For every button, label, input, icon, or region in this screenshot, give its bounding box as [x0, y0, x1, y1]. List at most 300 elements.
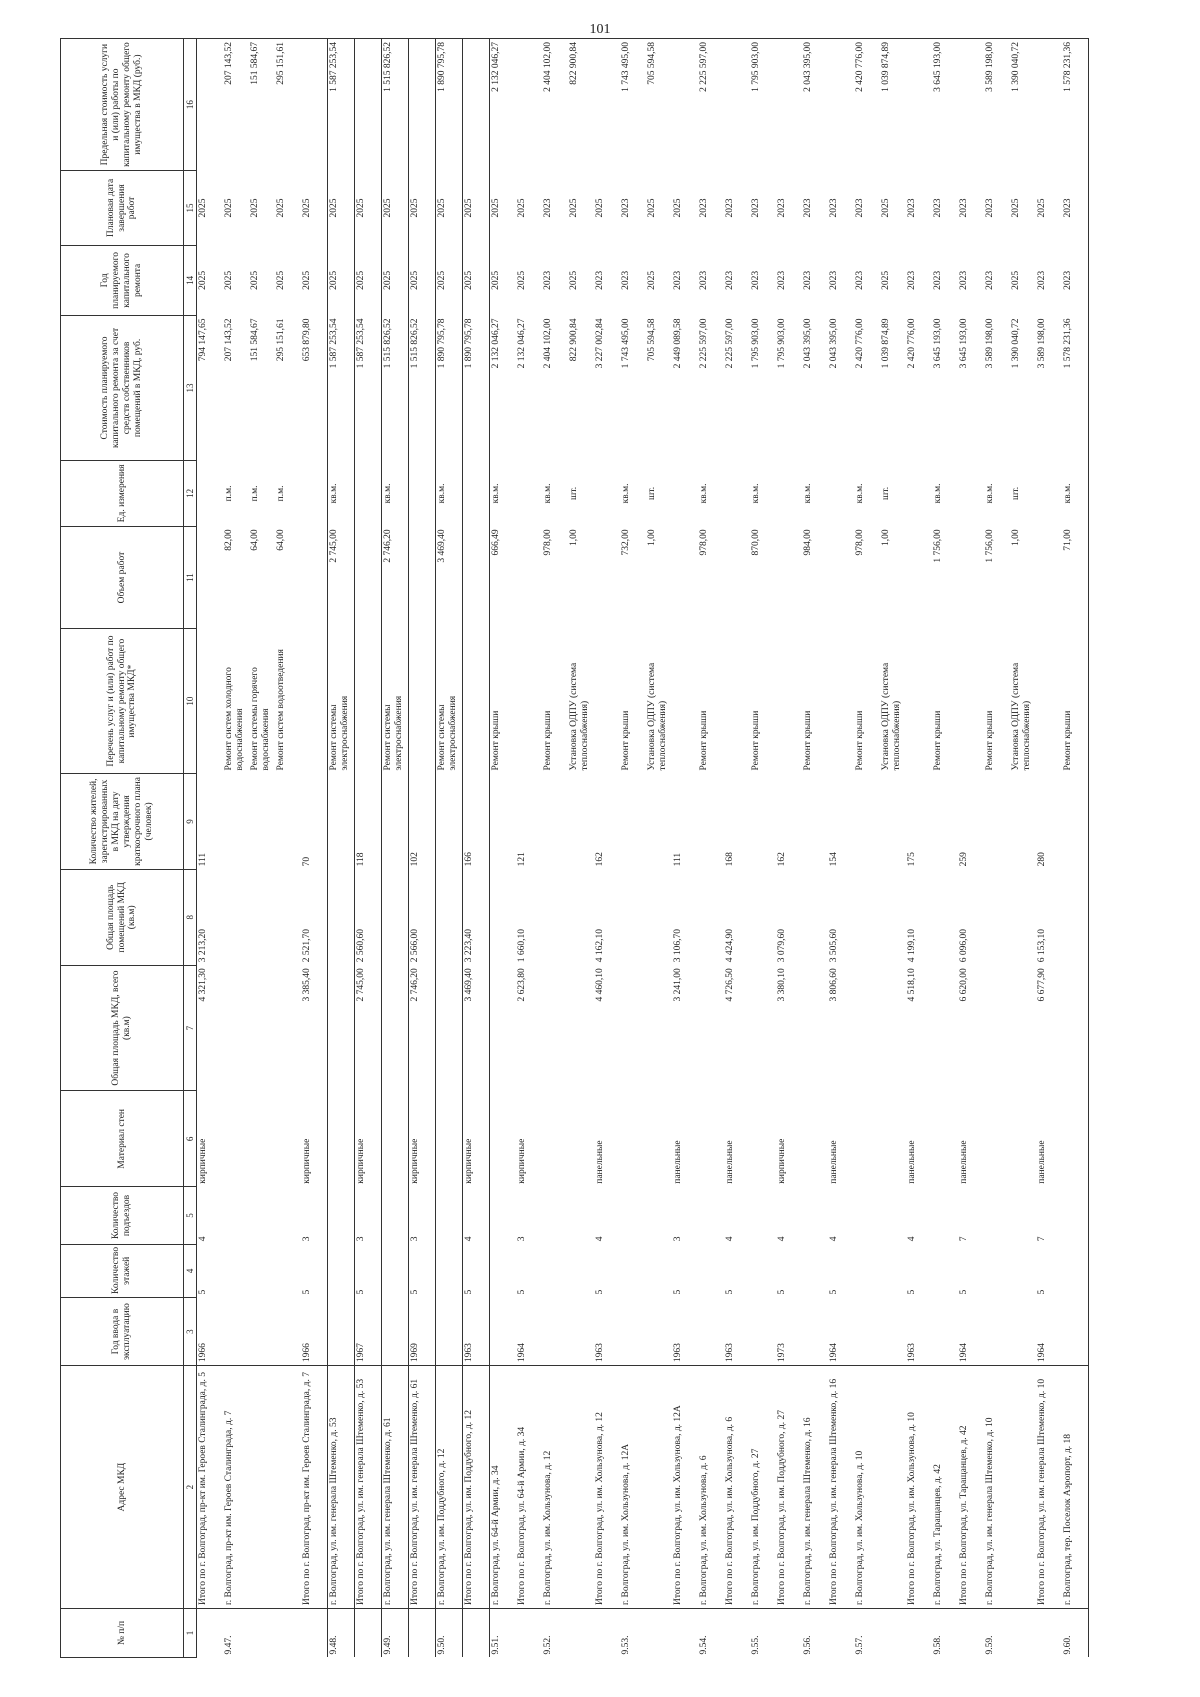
table-cell: Ремонт крыши	[621, 710, 632, 771]
table-cell: 978,00	[543, 529, 554, 556]
column-header: Количество этажей	[61, 1244, 184, 1297]
table-cell: 1964	[1037, 1343, 1048, 1363]
table-cell: г. Волгоград, пр-кт им. Героев Сталинграда, д. 7	[223, 1366, 249, 1609]
table-cell: 9.51.	[490, 1609, 517, 1658]
table-row	[984, 39, 1010, 1658]
table-cell: Ремонт крыши	[699, 710, 710, 771]
table-cell: 5	[829, 1289, 840, 1295]
table-cell	[409, 526, 436, 628]
table-cell	[646, 1609, 672, 1658]
table-cell	[542, 965, 568, 1091]
table-cell	[880, 1366, 906, 1609]
table-cell: 1 578 231,36	[1062, 39, 1089, 171]
table-cell: 151 584,67	[250, 318, 261, 362]
table-cell: 3 589 198,00	[1037, 318, 1048, 369]
table-cell	[1062, 1187, 1089, 1245]
table-cell: 2025	[569, 198, 580, 218]
table-cell	[698, 965, 724, 1091]
table-cell: Ремонт систем водоотведения	[276, 649, 287, 771]
table-cell: г. Волгоград, ул. им. генерала Штеменко, д. 61	[382, 1366, 409, 1609]
table-cell	[1036, 460, 1062, 526]
table-cell: 121	[517, 852, 528, 867]
table-cell	[1010, 1187, 1036, 1245]
table-cell	[828, 526, 854, 628]
table-cell	[275, 1091, 301, 1187]
table-cell: 1964	[517, 1343, 528, 1363]
table-cell: 1 587 253,54	[355, 316, 382, 461]
table-cell: 666,49	[491, 529, 502, 556]
table-cell: 1 743 495,00	[621, 318, 632, 369]
table-cell: 1 890 795,78	[463, 316, 490, 461]
table-cell: 207 143,52	[224, 318, 235, 362]
table-cell	[646, 1187, 672, 1245]
table-cell	[275, 1609, 301, 1658]
table-cell	[776, 460, 802, 526]
column-number: 9	[184, 774, 197, 870]
table-cell	[620, 1187, 646, 1245]
table-cell	[463, 526, 490, 628]
table-cell: 2023	[699, 198, 710, 218]
table-cell	[750, 965, 776, 1091]
table-cell	[542, 1298, 568, 1366]
table-cell	[355, 629, 382, 774]
table-cell: 2025	[569, 270, 580, 290]
column-header: Ед. измерения	[61, 460, 184, 526]
table-cell: 2 745,00	[355, 965, 382, 1091]
table-cell: Ремонт крыши	[985, 710, 996, 771]
table-cell	[542, 1091, 568, 1187]
table-cell: 2025	[673, 198, 684, 218]
table-cell: 3	[517, 1236, 528, 1242]
table-cell: 166	[463, 774, 490, 870]
table-cell	[275, 1298, 301, 1366]
table-row	[776, 39, 802, 1658]
table-cell: 1 578 231,36	[1062, 316, 1089, 461]
table-cell: 2025	[355, 245, 382, 315]
table-cell: 1 587 253,54	[328, 39, 355, 171]
table-cell	[776, 1609, 802, 1658]
table-cell: 3 806,60	[829, 968, 840, 1002]
table-cell: 5	[409, 1244, 436, 1297]
table-cell: г. Волгоград, ул. Таращанцев, д. 42	[932, 1366, 958, 1609]
column-header: Общая площадь МКД, всего (кв.м)	[61, 965, 184, 1091]
table-cell	[802, 1244, 828, 1297]
column-number: 12	[184, 460, 197, 526]
table-cell	[750, 1244, 776, 1297]
table-cell: 9.55.	[750, 1609, 776, 1658]
table-cell: 2023	[751, 270, 762, 290]
table-cell	[750, 1187, 776, 1245]
column-header: Объем работ	[61, 526, 184, 628]
table-cell: 2023	[725, 270, 736, 290]
table-cell: 2 560,60	[355, 869, 382, 965]
table-cell	[490, 774, 517, 870]
table-cell	[646, 1091, 672, 1187]
table-cell: 2023	[725, 198, 736, 218]
table-cell	[880, 1298, 906, 1366]
table-cell	[301, 526, 328, 628]
table-cell: 4	[907, 1236, 918, 1242]
table-row	[958, 39, 984, 1658]
table-cell	[382, 869, 409, 965]
table-cell: 4	[829, 1236, 840, 1242]
table-cell: 2025	[224, 198, 235, 218]
table-cell	[880, 774, 906, 870]
table-cell	[516, 39, 542, 171]
table-cell: 4 726,50	[725, 968, 736, 1002]
table-row	[223, 39, 249, 1658]
table-cell: 2025	[328, 171, 355, 246]
column-number: 13	[184, 316, 197, 461]
table-body	[197, 39, 1089, 1658]
table-cell: 2023	[855, 198, 866, 218]
table-cell	[802, 1091, 828, 1187]
table-cell: 2 623,80	[517, 968, 528, 1002]
table-cell: кирпичные	[517, 1138, 528, 1184]
table-cell: кирпичные	[463, 1091, 490, 1187]
table-cell	[490, 1091, 517, 1187]
column-header: Год планируемого капитального ремонта	[61, 245, 184, 315]
table-cell	[750, 869, 776, 965]
table-cell: панельные	[725, 1140, 736, 1184]
table-cell	[906, 629, 932, 774]
table-cell	[828, 629, 854, 774]
table-cell: 2025	[1011, 198, 1022, 218]
table-cell: 2023	[803, 270, 814, 290]
table-cell: 1 515 826,52	[409, 316, 436, 461]
table-cell: 3 645 193,00	[933, 318, 944, 369]
table-cell: 4 199,10	[907, 928, 918, 963]
table-cell: кв.м.	[933, 483, 944, 504]
table-cell	[490, 1187, 517, 1245]
table-cell: 1 587 253,54	[328, 316, 355, 461]
table-cell: 1 039 874,89	[881, 318, 892, 369]
table-cell	[672, 39, 698, 171]
table-cell: 1 795 903,00	[750, 39, 776, 171]
table-cell	[594, 39, 620, 171]
table-cell	[516, 526, 542, 628]
table-cell	[568, 965, 594, 1091]
table-cell	[275, 869, 301, 965]
table-cell	[932, 1091, 958, 1187]
table-cell	[382, 1244, 409, 1297]
table-cell	[301, 1609, 328, 1658]
table-cell: 295 151,61	[276, 318, 287, 362]
table-cell	[620, 1298, 646, 1366]
column-header: Адрес МКД	[61, 1366, 184, 1609]
table-cell: 2025	[250, 198, 261, 218]
table-cell: 162	[595, 852, 606, 867]
table-cell: п.м.	[250, 485, 261, 502]
table-cell: г. Волгоград, ул. им. генерала Штеменко, д. 10	[984, 1366, 1010, 1609]
table-cell: 9.58.	[932, 1609, 958, 1658]
table-cell	[594, 1609, 620, 1658]
table-cell	[854, 774, 880, 870]
table-cell: 9.52.	[542, 1609, 568, 1658]
table-cell	[854, 1244, 880, 1297]
table-cell: 870,00	[751, 529, 762, 556]
table-cell: 1 890 795,78	[436, 39, 463, 171]
table-cell	[249, 1298, 275, 1366]
table-cell	[958, 1609, 984, 1658]
table-cell: 4	[725, 1236, 736, 1242]
table-cell: 3	[302, 1236, 313, 1242]
table-cell: 5	[907, 1289, 918, 1295]
table-cell: 2023	[855, 270, 866, 290]
table-cell	[984, 1298, 1010, 1366]
table-cell: 6 620,00	[959, 968, 970, 1002]
table-cell: Ремонт крыши	[855, 710, 866, 771]
table-cell: кирпичные	[409, 1091, 436, 1187]
table-cell	[382, 1298, 409, 1366]
table-cell: 5	[1037, 1289, 1048, 1295]
table-cell: 118	[355, 774, 382, 870]
table-cell: 2025	[302, 270, 313, 290]
table-cell	[698, 1244, 724, 1297]
table-cell	[646, 869, 672, 965]
table-cell: 2 404 102,00	[542, 39, 568, 171]
table-cell	[542, 1187, 568, 1245]
table-cell: 2 043 395,00	[802, 39, 828, 171]
column-number: 10	[184, 629, 197, 774]
table-cell	[542, 1244, 568, 1297]
table-cell: кв.м.	[803, 483, 814, 504]
table-cell	[249, 1244, 275, 1297]
table-cell: 1963	[673, 1343, 684, 1363]
table-cell: 9.59.	[984, 1609, 1010, 1658]
table-cell: 2023	[985, 270, 996, 290]
table-cell: 705 594,58	[646, 39, 672, 171]
column-header: Количество жителей, зарегистрированных в МКД на дату утверждения краткосрочного плана (человек)	[61, 774, 184, 870]
table-cell: 2025	[198, 270, 209, 290]
table-cell: 3 589 198,00	[985, 318, 996, 369]
table-cell: 2025	[1011, 270, 1022, 290]
table-cell: г. Волгоград, ул. им. Поддубного, д. 27	[750, 1366, 776, 1609]
table-cell: Ремонт системы электроснабжения	[382, 629, 409, 774]
table-cell	[698, 1187, 724, 1245]
table-cell: 3 241,00	[673, 968, 684, 1002]
table-cell: 2 746,20	[382, 526, 409, 628]
table-cell: 1963	[725, 1343, 736, 1363]
table-cell	[1010, 869, 1036, 965]
table-cell: 2023	[1062, 245, 1089, 315]
column-header: Предельная стоимость услуги и (или) работы по капитальному ремонту общего имущества в МКД (руб.)	[61, 39, 184, 171]
table-cell	[958, 460, 984, 526]
column-header: Год ввода в эксплуатацию	[61, 1298, 184, 1366]
column-number: 5	[184, 1187, 197, 1245]
table-cell: 2 745,00	[328, 526, 355, 628]
table-cell	[301, 629, 328, 774]
table-cell: г. Волгоград, ул. им. Хользунова, д. 10	[854, 1366, 880, 1609]
table-cell	[880, 869, 906, 965]
table-cell: 2 420 776,00	[855, 318, 866, 369]
table-cell: 1964	[959, 1343, 970, 1363]
column-number: 1	[184, 1609, 197, 1658]
table-cell: 6 096,00	[959, 928, 970, 963]
table-cell: 2023	[777, 198, 788, 218]
table-cell: Ремонт крыши	[491, 710, 502, 771]
table-cell	[355, 526, 382, 628]
table-cell	[1010, 1609, 1036, 1658]
table-cell: 5	[595, 1289, 606, 1295]
table-cell	[463, 629, 490, 774]
table-cell: 2023	[699, 270, 710, 290]
table-cell	[1010, 1298, 1036, 1366]
table-cell	[1062, 1298, 1089, 1366]
column-number: 7	[184, 965, 197, 1091]
table-cell: 2023	[829, 198, 840, 218]
table-cell	[568, 1609, 594, 1658]
column-number: 15	[184, 171, 197, 246]
table-cell: Итого по г. Волгоград, ул. им. Хользунова, д. 12А	[672, 1366, 698, 1609]
table-cell: 2 404 102,00	[543, 318, 554, 369]
table-cell	[854, 1091, 880, 1187]
table-cell	[880, 1244, 906, 1297]
table-cell: 154	[829, 852, 840, 867]
table-cell	[620, 774, 646, 870]
table-cell: 2023	[751, 198, 762, 218]
table-cell: 2023	[673, 270, 684, 290]
table-cell: 111	[198, 852, 209, 867]
table-cell: г. Волгоград, ул. им. Хользунова, д. 12А	[620, 1366, 646, 1609]
table-cell	[906, 526, 932, 628]
table-cell	[906, 460, 932, 526]
table-cell	[724, 1609, 750, 1658]
table-cell: 1973	[777, 1343, 788, 1363]
table-cell	[328, 965, 355, 1091]
table-cell	[646, 965, 672, 1091]
table-cell	[932, 869, 958, 965]
table-cell: 978,00	[699, 529, 710, 556]
table-cell: 5	[673, 1289, 684, 1295]
table-cell	[984, 1091, 1010, 1187]
table-cell	[984, 869, 1010, 965]
table-cell: 70	[302, 856, 313, 867]
table-cell: 151 584,67	[249, 39, 275, 171]
table-cell	[1010, 1366, 1036, 1609]
table-cell: панельные	[673, 1140, 684, 1184]
table-cell	[223, 1298, 249, 1366]
table-cell	[382, 774, 409, 870]
table-cell	[249, 965, 275, 1091]
table-cell	[1010, 774, 1036, 870]
table-cell: шт.	[647, 486, 658, 500]
table-cell: 1 390 040,72	[1011, 318, 1022, 369]
table-cell: 1 795 903,00	[751, 318, 762, 369]
table-cell: Ремонт системы электроснабжения	[328, 629, 355, 774]
table-cell	[880, 1091, 906, 1187]
table-cell	[301, 39, 328, 171]
table-row	[542, 39, 568, 1658]
table-cell: 1 756,00	[985, 529, 996, 563]
table-cell	[249, 1187, 275, 1245]
table-cell: 4 424,90	[725, 928, 736, 963]
table-row	[1062, 39, 1089, 1658]
table-cell: 2023	[959, 198, 970, 218]
table-cell	[620, 965, 646, 1091]
table-cell: 2 449 089,58	[673, 318, 684, 369]
table-cell	[328, 1187, 355, 1245]
table-cell	[249, 1366, 275, 1609]
table-cell	[436, 1298, 463, 1366]
table-cell: 111	[673, 852, 684, 867]
table-cell	[436, 774, 463, 870]
table-cell: г. Волгоград, ул. им. Хользунова, д. 12	[542, 1366, 568, 1609]
table-row	[249, 39, 275, 1658]
table-cell: 207 143,52	[223, 39, 249, 171]
table-cell: кв.м.	[543, 483, 554, 504]
table-cell: 2 566,00	[409, 869, 436, 965]
table-cell	[646, 1244, 672, 1297]
table-row	[880, 39, 906, 1658]
table-cell	[880, 965, 906, 1091]
table-cell	[542, 774, 568, 870]
table-cell: Итого по г. Волгоград, ул. им. генерала Штеменко, д. 16	[828, 1366, 854, 1609]
table-cell: 3 079,60	[777, 928, 788, 963]
table-cell: 280	[1037, 852, 1048, 867]
table-cell: шт.	[1011, 486, 1022, 500]
table-cell	[854, 869, 880, 965]
table-cell: панельные	[829, 1140, 840, 1184]
table-row	[932, 39, 958, 1658]
table-cell: панельные	[1037, 1140, 1048, 1184]
table-cell	[594, 460, 620, 526]
table-cell	[1010, 1244, 1036, 1297]
column-header: Плановая дата завершения работ	[61, 171, 184, 246]
table-cell: Установка ОДПУ (система теплоснабжения)	[647, 662, 669, 771]
table-cell	[249, 1091, 275, 1187]
table-cell: шт.	[569, 486, 580, 500]
table-cell: кирпичные	[302, 1138, 313, 1184]
table-cell	[594, 526, 620, 628]
table-cell: 2023	[621, 270, 632, 290]
table-cell	[724, 629, 750, 774]
table-cell: 2023	[933, 270, 944, 290]
table-row	[490, 39, 517, 1658]
table-cell	[698, 869, 724, 965]
table-cell	[1036, 526, 1062, 628]
table-cell	[197, 1609, 224, 1658]
table-row	[516, 39, 542, 1658]
table-cell: Итого по г. Волгоград, ул. им. генерала Штеменко, д. 61	[409, 1366, 436, 1609]
table-cell	[301, 460, 328, 526]
table-cell	[776, 526, 802, 628]
table-cell	[724, 526, 750, 628]
table-cell: Установка ОДПУ (система теплоснабжения)	[569, 662, 591, 771]
table-cell: г. Волгоград, ул. им. генерала Штеменко, д. 53	[328, 1366, 355, 1609]
table-cell: 822 900,84	[568, 39, 594, 171]
table-cell	[672, 460, 698, 526]
table-cell: г. Волгоград, тер. Поселок Аэропорт, д. 18	[1062, 1366, 1089, 1609]
table-cell: 3 505,60	[829, 928, 840, 963]
table-cell: 3 469,40	[436, 526, 463, 628]
table-cell	[249, 1609, 275, 1658]
table-row	[594, 39, 620, 1658]
table-cell: Итого по г. Волгоград, ул. им. Поддубного, д. 27	[776, 1366, 802, 1609]
table-cell	[906, 39, 932, 171]
table-row	[854, 39, 880, 1658]
table-cell	[698, 1091, 724, 1187]
table-cell: 1 795 903,00	[777, 318, 788, 369]
table-cell: 9.56.	[802, 1609, 828, 1658]
table-cell	[516, 460, 542, 526]
table-cell: Установка ОДПУ (система теплоснабжения)	[881, 662, 903, 771]
table-cell	[223, 1091, 249, 1187]
table-cell: 3 227 002,84	[595, 318, 606, 369]
table-cell: 2 132 046,27	[491, 318, 502, 369]
table-cell: кв.м.	[328, 460, 355, 526]
table-cell: Итого по г. Волгоград, ул. 64-й Армии, д. 34	[516, 1366, 542, 1609]
